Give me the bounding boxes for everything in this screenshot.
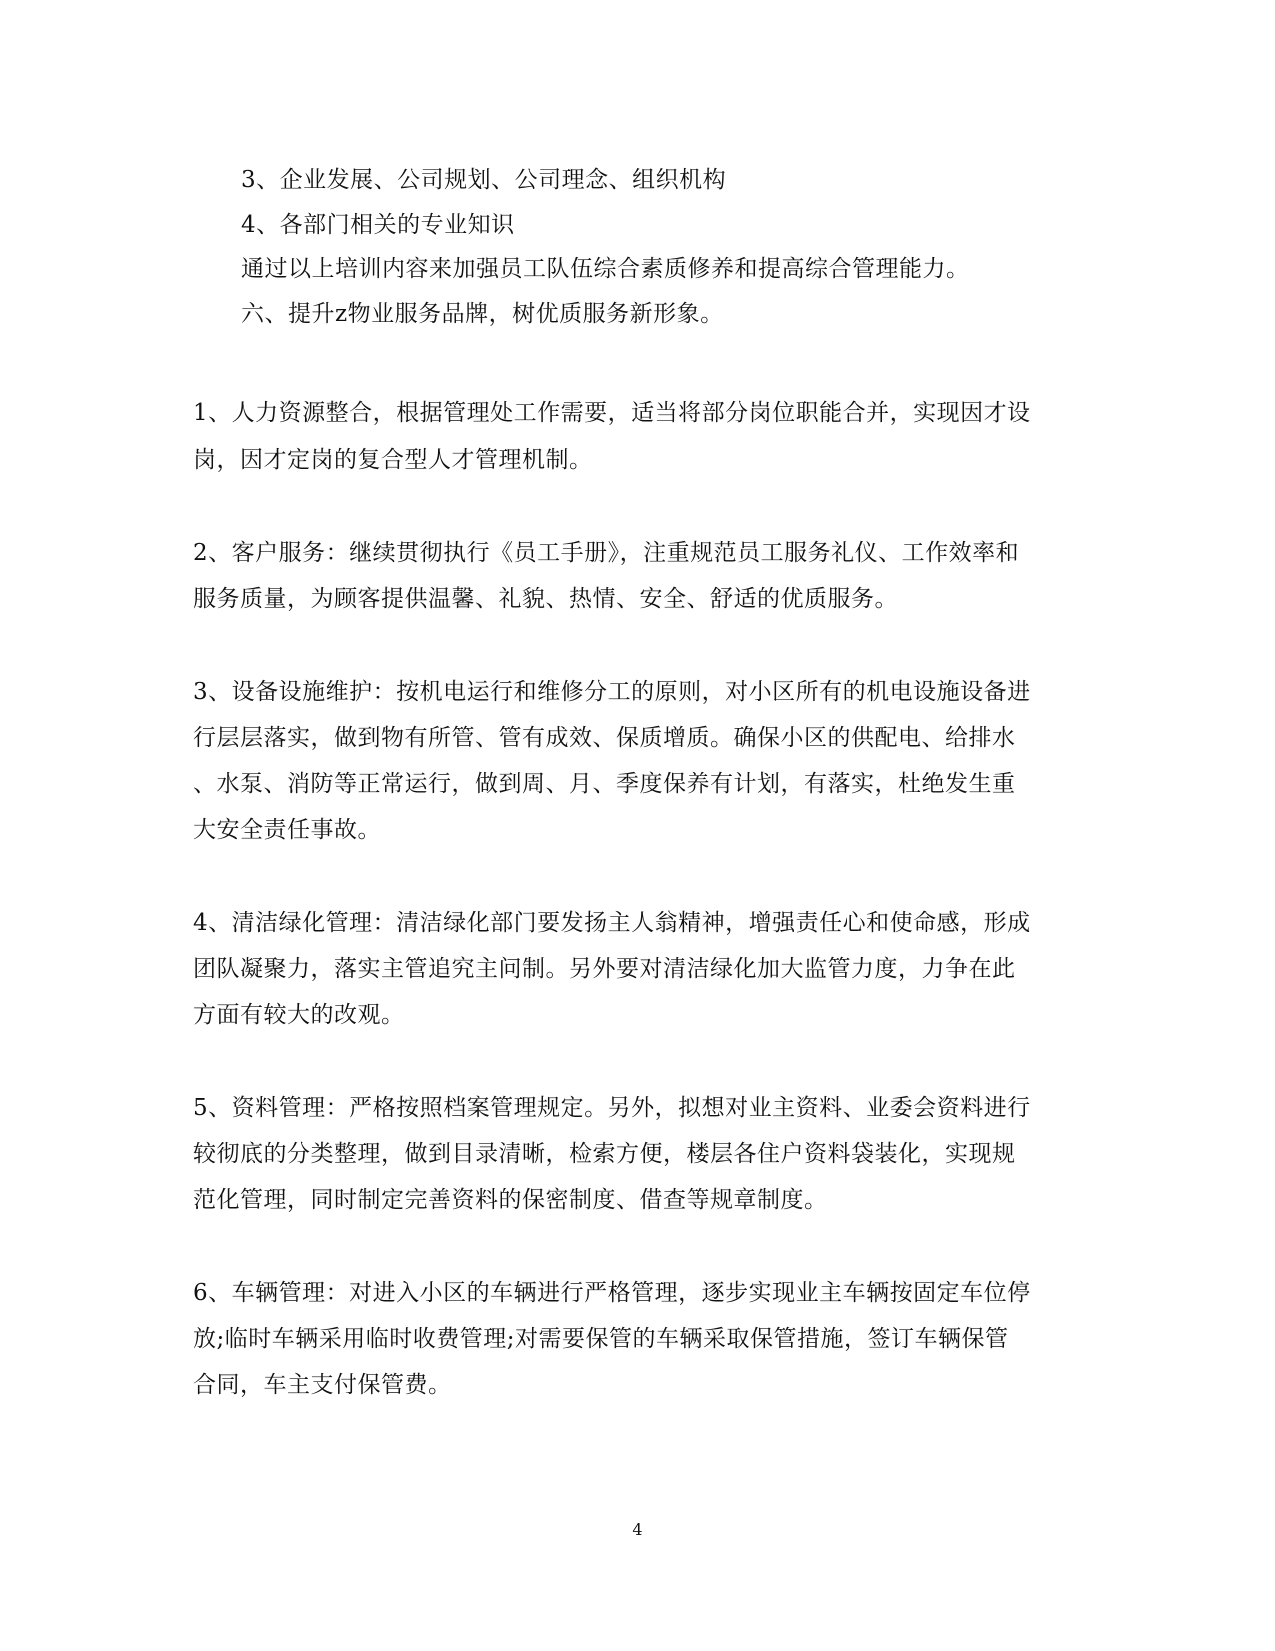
paragraph-line: 范化管理，同时制定完善资料的保密制度、借查等规章制度。 — [193, 1187, 828, 1213]
paragraph-line: 方面有较大的改观。 — [193, 1002, 405, 1028]
paragraph-line: 4、清洁绿化管理：清洁绿化部门要发扬主人翁精神，增强责任心和使命感，形成 — [193, 910, 1031, 936]
paragraph-line: 服务质量，为顾客提供温馨、礼貌、热情、安全、舒适的优质服务。 — [193, 586, 898, 612]
paragraph-line: 6、车辆管理：对进入小区的车辆进行严格管理，逐步实现业主车辆按固定车位停 — [193, 1280, 1031, 1306]
page-number: 4 — [632, 1520, 643, 1539]
paragraph-line: 2、客户服务：继续贯彻执行《员工手册》，注重规范员工服务礼仪、工作效率和 — [193, 540, 1020, 566]
paragraph-line: 放;临时车辆采用临时收费管理;对需要保管的车辆采取保管措施，签订车辆保管 — [193, 1326, 1009, 1352]
intro-line: 4、各部门相关的专业知识 — [241, 212, 515, 238]
paragraph-line: 、水泵、消防等正常运行，做到周、月、季度保养有计划，有落实，杜绝发生重 — [193, 771, 1016, 797]
paragraph-line: 岗，因才定岗的复合型人才管理机制。 — [193, 447, 593, 473]
paragraph-line: 较彻底的分类整理，做到目录清晰，检索方便，楼层各住户资料袋装化，实现规 — [193, 1141, 1016, 1167]
intro-line: 3、企业发展、公司规划、公司理念、组织机构 — [241, 167, 727, 193]
paragraph-line: 大安全责任事故。 — [193, 817, 381, 843]
paragraph-line: 5、资料管理：严格按照档案管理规定。另外，拟想对业主资料、业委会资料进行 — [193, 1095, 1031, 1121]
paragraph-line: 合同，车主支付保管费。 — [193, 1372, 452, 1398]
paragraph-line: 行层层落实，做到物有所管、管有成效、保质增质。确保小区的供配电、给排水 — [193, 725, 1016, 751]
paragraph-line: 3、设备设施维护：按机电运行和维修分工的原则，对小区所有的机电设施设备进 — [193, 679, 1031, 705]
paragraph-line: 1、人力资源整合，根据管理处工作需要，适当将部分岗位职能合并，实现因才设 — [193, 400, 1031, 426]
paragraph-line: 团队凝聚力，落实主管追究主问制。另外要对清洁绿化加大监管力度，力争在此 — [193, 956, 1016, 982]
intro-line: 通过以上培训内容来加强员工队伍综合素质修养和提高综合管理能力。 — [241, 256, 970, 282]
section-heading: 六、提升z物业服务品牌，树优质服务新形象。 — [241, 301, 724, 327]
